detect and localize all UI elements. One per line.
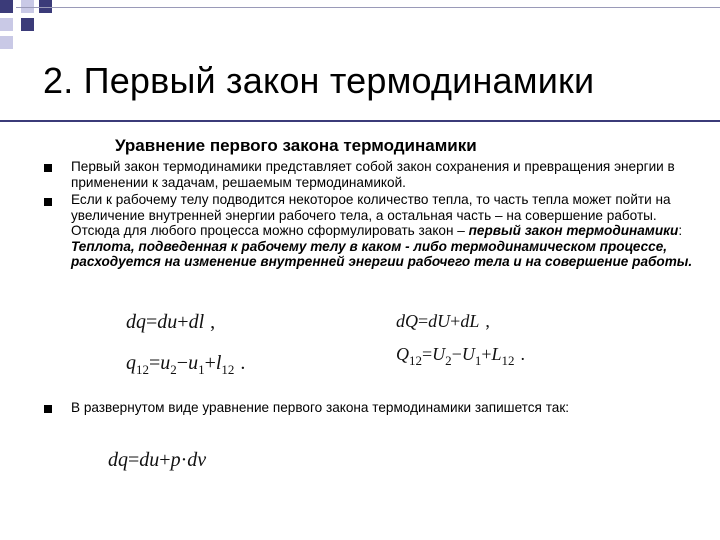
deco-square-1 [0,0,13,13]
bullet-2-plain: Если к рабочему телу подводится некоторое количество тепла, то часть тепла может пойти на увеличение внутренней энергии рабочего тела, а остальная часть – на совершение работы. Отсюда для любого процесса можно сформулировать закон – [71,192,671,239]
bullet-2-emph-law: первый закон термодинамики [468,223,679,239]
formula-q12: $q_{12}=u_2-u_1+l_{12}$ . [126,352,246,377]
title-rule [0,120,720,122]
deco-square-4 [0,18,13,31]
top-rule [16,7,720,8]
formula-dQ-dU-dL: dQ=dU+dL , [396,311,490,331]
slide-title: 2. Первый закон термодинамики [43,60,595,101]
formula-dq-du-pdv: dq=du+p·dv [108,449,207,471]
bullet-marker-2 [44,198,52,206]
formula-dq-du-dl: dq=du+dl , [126,311,216,333]
bullet-marker-1 [44,164,52,172]
bullet-2-emph-statement: Теплота, подведенная к рабочему телу в каком - либо термодинамическом процессе, расходуется на изменение внутренней энергии рабочего тела и на совершение работы. [71,238,693,270]
bullet-text-3: В развернутом виде уравнение первого закона термодинамики запишется так: [71,400,570,415]
deco-square-6 [0,36,13,49]
bullet-text-1: Первый закон термодинамики представляет собой закон сохранения и превращения энергии в применении к задачам, решаемым термодинамикой. [71,159,675,190]
deco-square-5 [21,18,34,31]
bullet-2-sep: : [678,223,683,239]
bullet-marker-3 [44,405,52,413]
bullet-text-2 [71,192,696,270]
slide-subtitle: Уравнение первого закона термодинамики [115,136,477,155]
formula-Q12: $Q_{12}=U_2-U_1+L_{12}$ . [396,344,525,368]
